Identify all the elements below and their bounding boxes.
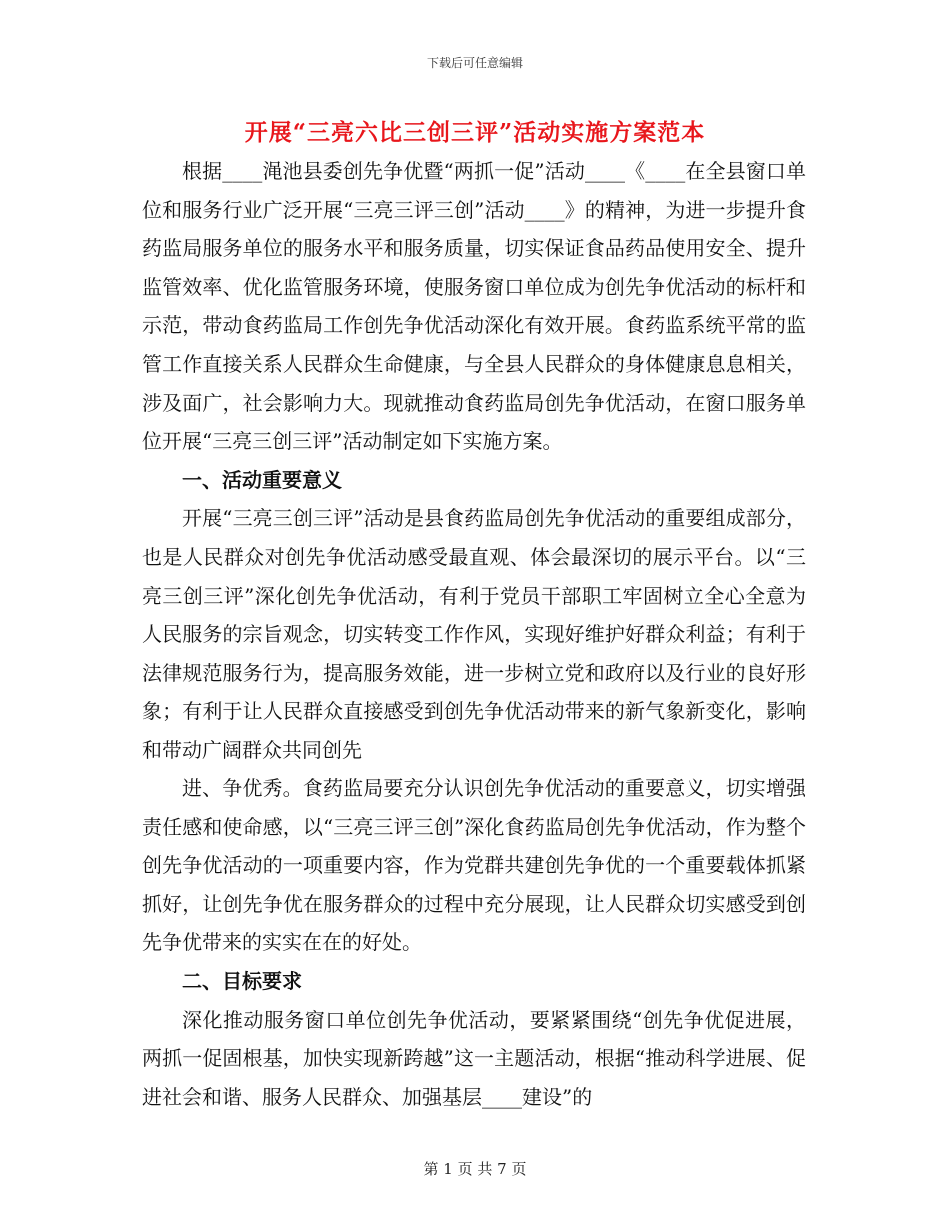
paragraph-significance-continued: 进、争优秀。食药监局要充分认识创先争优活动的重要意义，切实增强责任感和使命感，以“三亮三评三创”深化食药监局创先争优活动，作为整个创先争优活动的一项重要内容，作为党群共建创先争优的一个重要载体抓紧抓好，让创先争优在服务群众的过程中充分展现，让人民群众切实感受到创先争优带来的实实在在的好处。 (142, 776, 806, 955)
paragraph-significance: 开展“三亮三创三评”活动是县食药监局创先争优活动的重要组成部分，也是人民群众对创先争优活动感受最直观、体会最深切的展示平台。以“三亮三创三评”深化创先争优活动，有利于党员干部职工牢固树立全心全意为人民服务的宗旨观念，切实转变工作作风，实现好维护好群众利益；有利于法律规范服务行为，提高服务效能，进一步树立党和政府以及行业的良好形象；有利于让人民群众直接感受到创先争优活动带来的新气象新变化，影响和带动广阔群众共同创先 (142, 506, 806, 762)
section-heading-significance: 一、活动重要意义 (182, 467, 342, 492)
page-footer: 第 1 页 共 7 页 (423, 1160, 527, 1178)
section-heading-goals: 二、目标要求 (182, 968, 302, 993)
paragraph-intro: 根据____渑池县委创先争优暨“两抓一促”活动____《____在全县窗口单位和服务行业广泛开展“三亮三评三创”活动____》的精神，为进一步提升食药监局服务单位的服务水平和服务质量，切实保证食品药品使用安全、提升监管效率、优化监管服务环境，使服务窗口单位成为创先争优活动的标杆和示范，带动食药监局工作创先争优活动深化有效开展。食药监系统平常的监管工作直接关系人民群众生命健康，与全县人民群众的身体健康息息相关，涉及面广，社会影响力大。现就推动食药监局创先争优活动，在窗口服务单位开展“三亮三创三评”活动制定如下实施方案。 (142, 159, 806, 454)
document-title: 开展“三亮六比三创三评”活动实施方案范本 (244, 119, 706, 146)
paragraph-goals: 深化推动服务窗口单位创先争优活动，要紧紧围绕“创先争优促进展，两抓一促固根基，加快实现新跨越”这一主题活动，根据“推动科学进展、促进社会和谐、服务人民群众、加强基层____建设”的 (142, 1007, 806, 1109)
body-section-intro (142, 152, 806, 770)
body-section-goals (142, 769, 806, 1116)
header-note: 下载后可任意编辑 (426, 56, 523, 70)
